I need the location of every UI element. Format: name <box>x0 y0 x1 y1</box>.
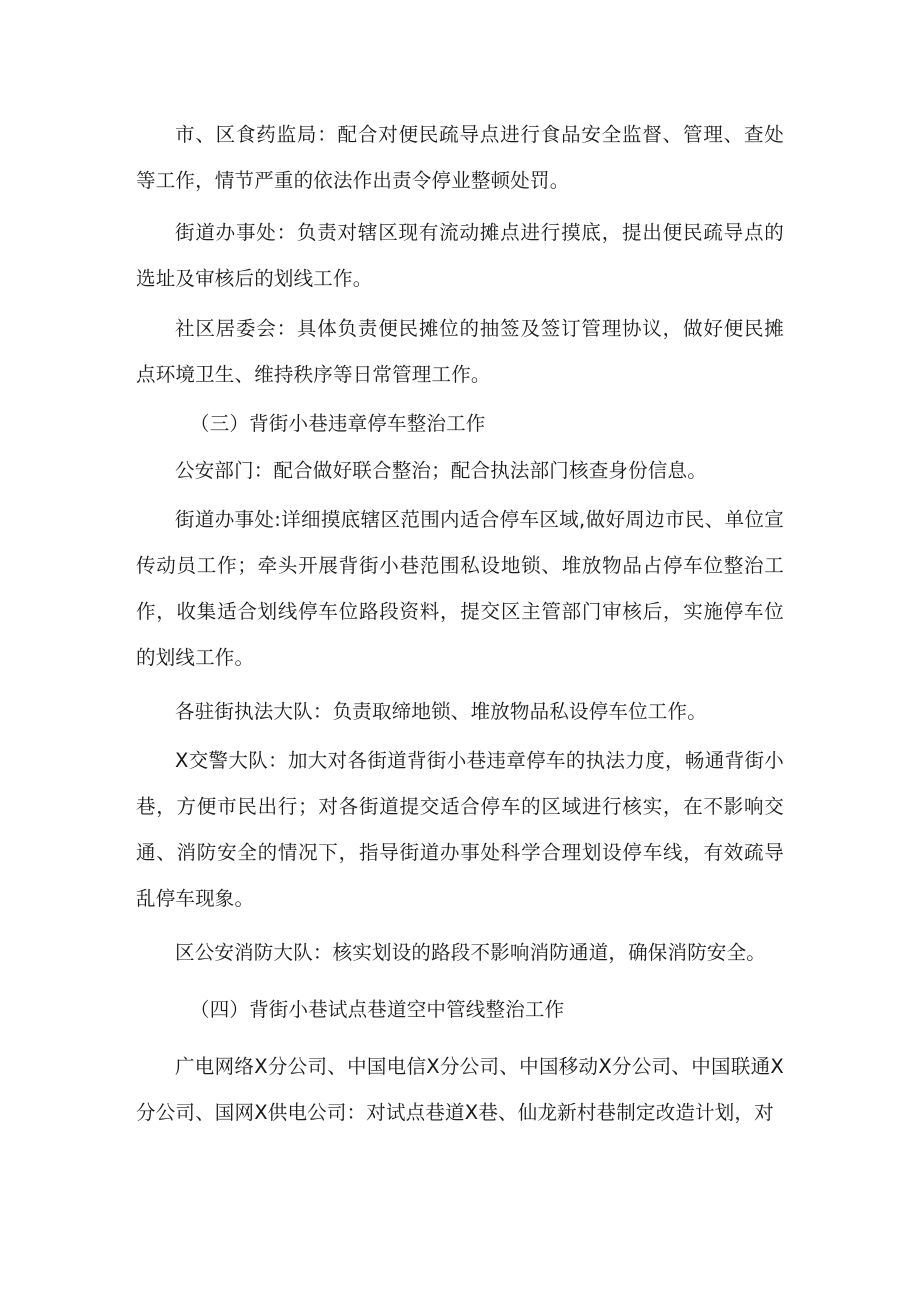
paragraph-fire-brigade: 区公安消防大队：核实划设的路段不影响消防通道，确保消防安全。 <box>175 941 767 964</box>
paragraph-traffic-police: X交警大队：加大对各街道背街小巷违章停车的执法力度，畅通背街小巷，方便市民出行；对各街道提交适合停车的区域进行核实，在不影响交通、消防安全的情况下，指导街道办事处科学合理划设停车线，有效疏导乱停车现象。 <box>136 749 784 910</box>
paragraph-community-committee: 社区居委会：具体负责便民摊位的抽签及签订管理协议，做好便民摊点环境卫生、维持秩序等日常管理工作。 <box>136 317 784 386</box>
paragraph-enforcement-brigade: 各驻街执法大队：负责取缔地锁、堆放物品私设停车位工作。 <box>175 700 707 723</box>
paragraph-telecom-companies: 广电网络X分公司、中国电信X分公司、中国移动X分公司、中国联通X分公司、国网X供电公司：对试点巷道X巷、仙龙新村巷制定改造计划，对 <box>136 1055 784 1124</box>
paragraph-street-office-parking: 街道办事处:详细摸底辖区范围内适合停车区域,做好周边市民、单位宣传动员工作；牵头开展背街小巷范围私设地锁、堆放物品占停车位整治工作，收集适合划线停车位路段资料，提交区主管部门审核后，实施停车位的划线工作。 <box>136 508 784 669</box>
paragraph-public-security: 公安部门：配合做好联合整治；配合执法部门核查身份信息。 <box>175 459 707 482</box>
section-heading-4: （四）背街小巷试点巷道空中管线整治工作 <box>190 998 565 1021</box>
paragraph-food-drug-bureau: 市、区食药监局：配合对便民疏导点进行食品安全监督、管理、查处等工作，情节严重的依法作出责令停业整顿处罚。 <box>136 123 784 192</box>
section-heading-3: （三）背街小巷违章停车整治工作 <box>190 412 486 435</box>
paragraph-street-office-stalls: 街道办事处：负责对辖区现有流动摊点进行摸底，提出便民疏导点的选址及审核后的划线工作。 <box>136 221 784 290</box>
